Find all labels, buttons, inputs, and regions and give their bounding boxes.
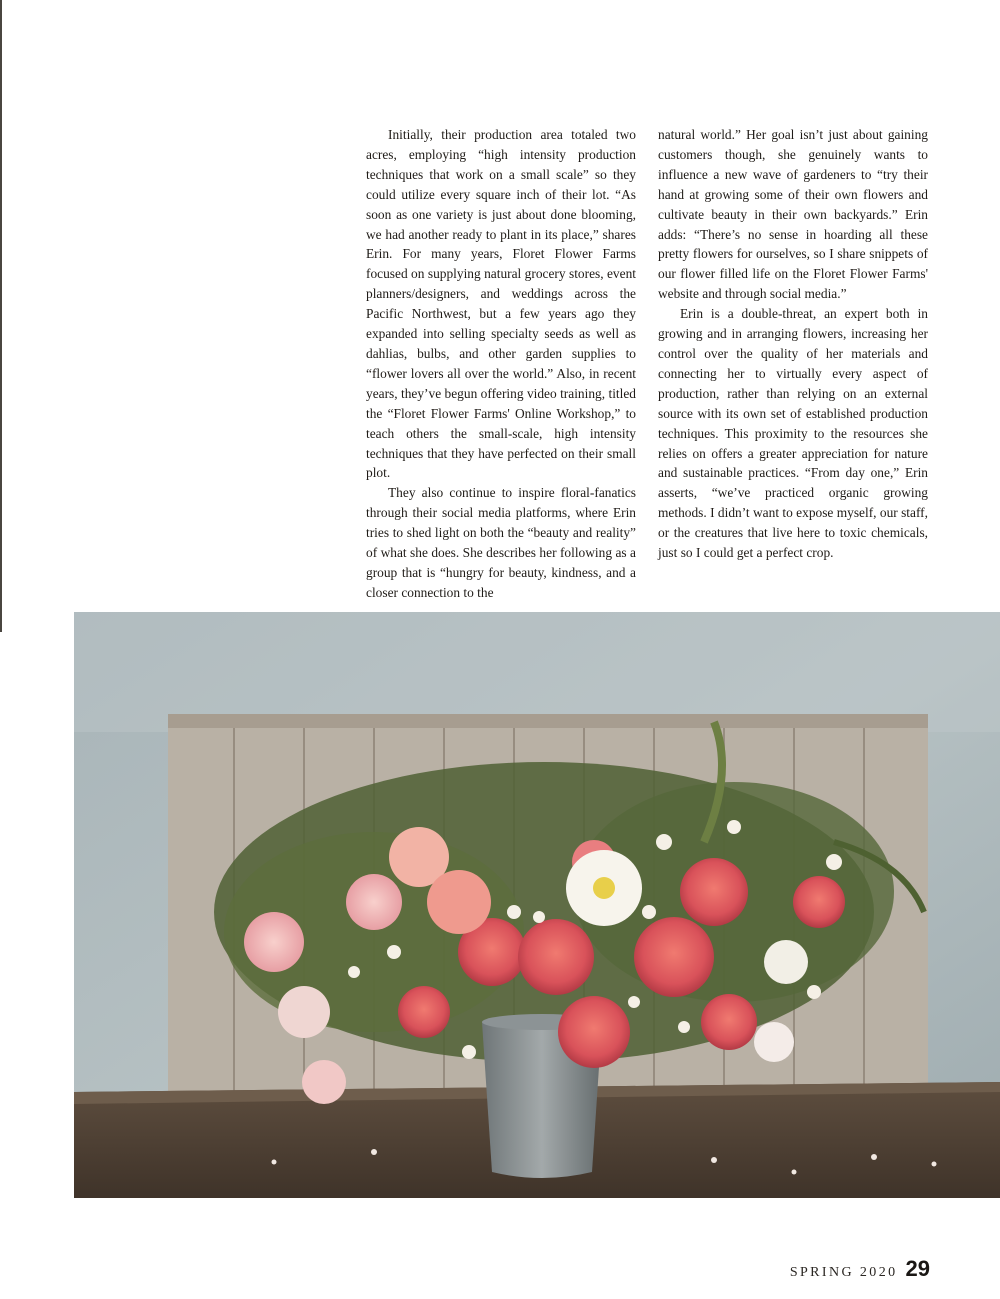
page-edge-rule [0, 0, 2, 632]
article-paragraph: They also continue to inspire floral-fanatics through their social media platforms, where Erin tries to shed light on both the “beauty and reality” of what she does. She describes her following as a group that is “hungry for beauty, kindness, and a closer connection to the [366, 485, 636, 600]
issue-label: SPRING 2020 [789, 1265, 898, 1280]
article-column-right [658, 125, 928, 563]
page-folio [790, 1256, 930, 1282]
flower-arrangement-photo [74, 612, 1000, 1198]
page-number: 29 [905, 1256, 930, 1281]
article-paragraph: Erin is a double-threat, an expert both in growing and in arranging flowers, increasing her control over the quality of her materials and connecting her to virtually every aspect of production, rather than relying on an external source with its own set of established production techniques. This proximity to the resources she relies on offers a greater appreciation for nature and sustainable practices. “From day one,” Erin asserts, “we’ve practiced organic growing methods. I didn’t want to expose myself, our staff, or the creatures that live here to toxic chemicals, just so I could get a perfect crop. [658, 306, 928, 561]
article-column-left [366, 125, 636, 603]
article-paragraph: natural world.” Her goal isn’t just about gaining customers though, she genuinely wants to influence a new wave of gardeners to “try their hand at growing some of their own flowers and cultivate beauty in their own backyards.” Erin adds: “There’s no sense in hoarding all these pretty flowers for ourselves, so I share snippets of our flower filled life on the Floret Flower Farms' website and through social media.” [658, 127, 928, 302]
article-paragraph: Initially, their production area totaled two acres, employing “high intensity production techniques that work on a small scale” so they could utilize every square inch of their lot. “As soon as one variety is just about done blooming, we had another ready to plant in its place,” shares Erin. For many years, Floret Flower Farms focused on supplying natural grocery stores, event planners/designers, and weddings across the Pacific Northwest, but a few years ago they expanded into selling specialty seeds as well as dahlias, bulbs, and other garden supplies to “flower lovers all over the world.” Also, in recent years, they’ve begun offering video training, titled the “Floret Flower Farms' Online Workshop,” to teach others the small-scale, high intensity techniques that they have perfected on their small plot. [366, 127, 636, 481]
